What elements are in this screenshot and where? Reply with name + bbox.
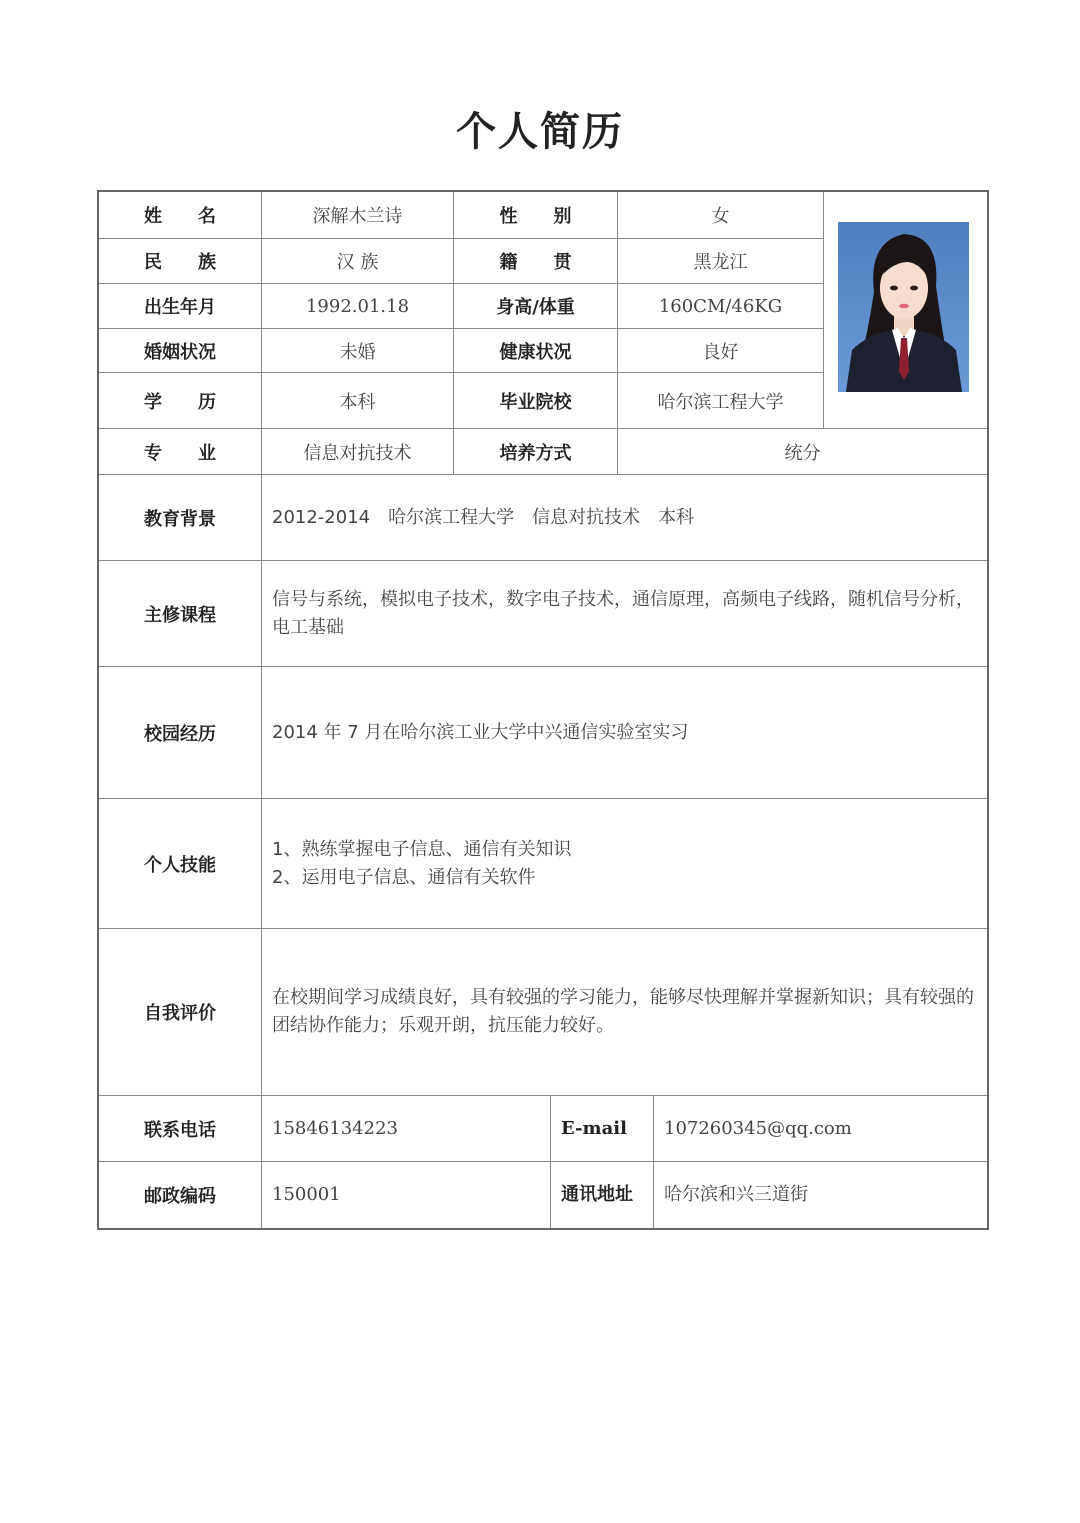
- address-label: 通讯地址: [550, 1161, 653, 1228]
- major-label: 专 业: [99, 428, 261, 474]
- self-evaluation-value: 在校期间学习成绩良好，具有较强的学习能力，能够尽快理解并掌握新知识；具有较强的团结协作能力；乐观开朗，抗压能力较好。: [261, 928, 987, 1095]
- education-level-label: 学 历: [99, 372, 261, 428]
- id-photo: [838, 222, 969, 392]
- school-label: 毕业院校: [453, 372, 617, 428]
- email-value: 107260345@qq.com: [653, 1095, 987, 1161]
- name-label: 姓 名: [144, 206, 216, 227]
- portrait-image: [838, 222, 969, 392]
- school-value: 哈尔滨工程大学: [617, 372, 823, 428]
- birth-value: 1992.01.18: [261, 283, 453, 328]
- education-level-value: 本科: [261, 372, 453, 428]
- name-value: 深解木兰诗: [261, 192, 453, 238]
- campus-label: 校园经历: [99, 666, 261, 798]
- skills-label: 个人技能: [99, 798, 261, 928]
- courses-value: 信号与系统，模拟电子技术，数字电子技术，通信原理，高频电子线路，随机信号分析，电工基础: [261, 560, 987, 666]
- zip-label: 邮政编码: [99, 1161, 261, 1228]
- address-value: 哈尔滨和兴三道街: [653, 1161, 987, 1228]
- birth-label: 出生年月: [99, 283, 261, 328]
- major-value: 信息对抗技术: [261, 428, 453, 474]
- origin-label: 籍 贯: [453, 238, 617, 283]
- marital-value: 未婚: [261, 328, 453, 372]
- height-weight-value: 160CM/46KG: [617, 283, 823, 328]
- skill-item: 1、熟练掌握电子信息、通信有关知识: [272, 838, 572, 860]
- training-label: 培养方式: [453, 428, 617, 474]
- self-evaluation-label: 自我评价: [99, 928, 261, 1095]
- phone-value: 15846134223: [261, 1095, 550, 1161]
- courses-label: 主修课程: [99, 560, 261, 666]
- email-label: E-mail: [550, 1095, 653, 1161]
- campus-value: 2014 年 7 月在哈尔滨工业大学中兴通信实验室实习: [261, 666, 987, 798]
- origin-value: 黑龙江: [617, 238, 823, 283]
- training-value: 统分: [617, 428, 987, 474]
- ethnicity-label: 民 族: [99, 238, 261, 283]
- education-background-value: 2012-2014 哈尔滨工程大学 信息对抗技术 本科: [261, 474, 987, 560]
- education-background-label: 教育背景: [99, 474, 261, 560]
- phone-label: 联系电话: [99, 1095, 261, 1161]
- skills-value: [261, 798, 987, 928]
- page-title: 个人简历: [456, 109, 624, 155]
- health-value: 良好: [617, 328, 823, 372]
- skill-item: 2、运用电子信息、通信有关软件: [272, 866, 536, 888]
- gender-label: 性 别: [453, 192, 617, 238]
- health-label: 健康状况: [453, 328, 617, 372]
- marital-label: 婚姻状况: [99, 328, 261, 372]
- gender-value: 女: [617, 192, 823, 238]
- ethnicity-value: 汉 族: [261, 238, 453, 283]
- height-weight-label: 身高/体重: [453, 283, 617, 328]
- zip-value: 150001: [261, 1161, 550, 1228]
